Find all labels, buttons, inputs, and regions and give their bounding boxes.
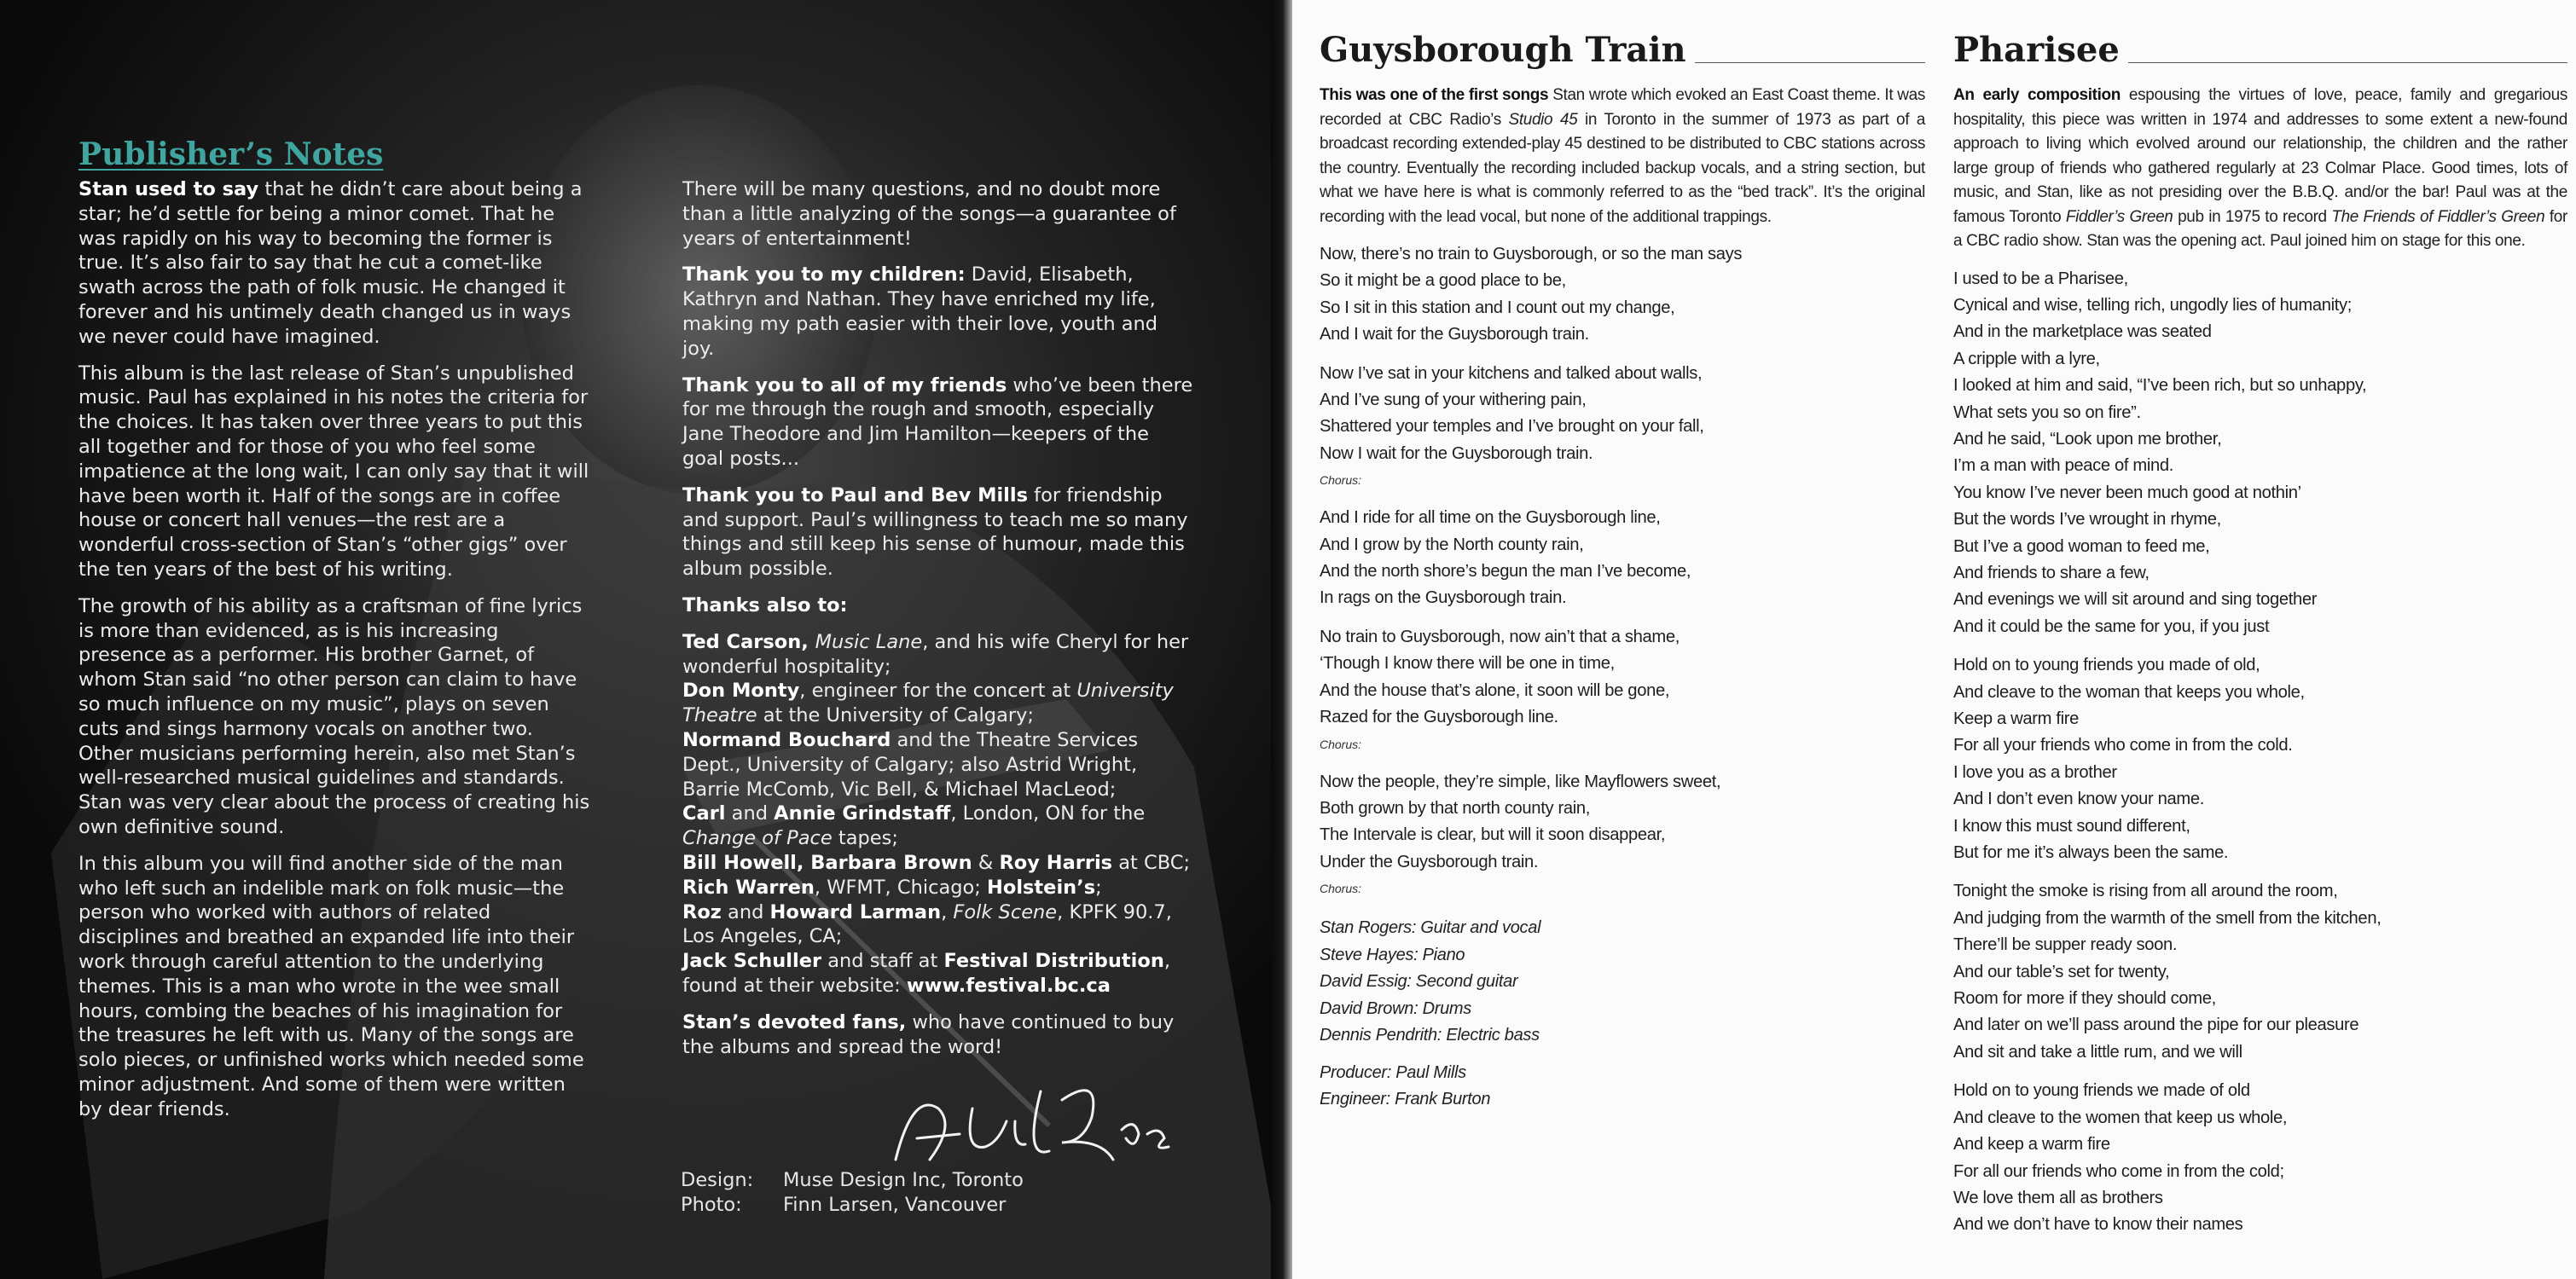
lyric-line: Under the Guysborough train.: [1320, 852, 1539, 871]
credit-text: and: [721, 900, 770, 923]
lyric-line: And I’ve sung of your withering pain,: [1320, 391, 1587, 410]
musician-credit: Steve Hayes: Piano: [1320, 945, 1465, 964]
paragraph-text: The growth of his ability as a craftsman of fine lyrics is more than evidenced, as is his increasing presence as a performer. His brother Garnet, of whom Stan said “no other person can claim to have so much influence on my music”, plays on seven cuts and sings harmony vocals on another two. Other musicians performing herein, also met Stan’s well-researched musical guidelines and standards. Stan was very clear about the process of creating his own definitive sound.: [78, 594, 590, 838]
production-credit: Producer: Paul Mills: [1320, 1062, 1466, 1082]
paragraph-lead: Thank you to all of my friends: [682, 373, 1007, 396]
credit-venue: Change of Pace: [682, 827, 833, 850]
paragraph-text: This album is the last release of Stan’s unpublished music. Paul has explained in his notes the criteria for the choices. It has taken over three years to put this all together and for those of you who feel some impatience at the long wait, I can only say that it will have been worth it. Half of the songs are in coffee house or concert hall venues—the rest are a wonderful cross-section of Stan’s “other gigs” over the ten years of the best of his writing.: [78, 362, 589, 581]
credit-name: Roz: [682, 900, 722, 923]
thanks-credit-line: [682, 876, 1194, 900]
notes-paragraph: [78, 594, 590, 840]
lyric-line: Now, there’s no train to Guysborough, or so the man says: [1320, 245, 1743, 263]
stanza: [1953, 878, 2567, 1066]
lyric-line: And friends to share a few,: [1953, 563, 2150, 582]
lyric-line: No train to Guysborough, now ain’t that a shame,: [1320, 627, 1680, 646]
design-credit-row: [681, 1168, 1024, 1193]
design-value: Muse Design Inc, Toronto: [783, 1169, 1024, 1191]
lyric-line: And the house that’s alone, it soon will be gone,: [1320, 680, 1670, 700]
credit-text: , and his wife Cheryl for her wonderful hospitality;: [682, 630, 1189, 678]
song-title-text: Guysborough Train: [1320, 30, 1686, 70]
credit-name: Annie Grindstaff: [774, 802, 951, 825]
publishers-notes-column-b: [682, 177, 1194, 1071]
credit-text: and the Theatre Services Dept., University of Calgary; also Astrid Wright, Barrie McComb, Vic Bell, & Michael MacLeod;: [682, 728, 1139, 801]
song-guysborough-train: [1320, 26, 1925, 1114]
stanza: [1320, 241, 1925, 349]
musician-credit: Dennis Pendrith: Electric bass: [1320, 1026, 1540, 1045]
lyric-line: But the words I’ve wrought in rhyme,: [1953, 510, 2221, 530]
lyric-line: And cleave to the woman that keeps you whole,: [1953, 682, 2305, 702]
thanks-credit-line: [682, 728, 1194, 802]
credit-text: , WFMT, Chicago;: [814, 876, 988, 899]
lyric-line: What sets you so on fire”.: [1953, 402, 2141, 422]
title-rule: [1695, 62, 1925, 63]
lyric-line: And I wait for the Guysborough train.: [1320, 325, 1589, 344]
musician-credits: [1320, 915, 1925, 1114]
credit-name: Roy Harris: [999, 851, 1113, 874]
stanza: [1953, 652, 2567, 866]
notes-paragraph: [78, 177, 590, 350]
credit-text: , engineer for the concert at: [799, 680, 1077, 703]
paragraph-lead: Stan’s devoted fans,: [682, 1010, 907, 1033]
credit-name: Bill Howell, Barbara Brown: [682, 851, 972, 874]
lyric-line: Razed for the Guysborough line.: [1320, 708, 1558, 727]
thanks-credit-line: [682, 679, 1194, 728]
credits-gap: [1320, 1050, 1925, 1060]
photo-credit-row: [681, 1193, 1024, 1218]
lyric-line: Tonight the smoke is rising from all around the room,: [1953, 882, 2338, 901]
lyric-line: And evenings we will sit around and sing together: [1953, 590, 2318, 610]
musician-credit: David Essig: Second guitar: [1320, 972, 1518, 992]
paragraph-text: who have continued to buy the albums and spread the word!: [682, 1010, 1175, 1058]
intro-lead: This was one of the first songs: [1320, 86, 1549, 104]
lyric-line: Both grown by that north county rain,: [1320, 798, 1590, 818]
lyric-line: And we don’t have to know their names: [1953, 1215, 2243, 1235]
thanks-credit-line: [682, 851, 1194, 876]
credit-name: Carl: [682, 802, 726, 825]
paragraph-text: who’ve been there for me through the rough and smooth, especially Jane Theodore and Jim Hamilton—keepers of the goal posts...: [682, 373, 1193, 470]
credit-venue: University Theatre: [682, 680, 1174, 727]
credit-name: Rich Warren: [682, 876, 815, 899]
lyric-line: A cripple with a lyre,: [1953, 349, 2100, 368]
notes-paragraph: [682, 483, 1194, 582]
lyric-line: ‘Though I know there will be one in time,: [1320, 654, 1615, 674]
photo-value: Finn Larsen, Vancouver: [783, 1194, 1007, 1216]
song-intro: [1320, 84, 1925, 229]
paragraph-text: There will be many questions, and no doubt more than a little analyzing of the songs—a guarantee of years of entertainment!: [682, 178, 1176, 250]
lyric-line: And our table’s set for twenty,: [1953, 962, 2170, 981]
paragraph-lead: Thank you to my children:: [682, 263, 966, 286]
paragraph-text: In this album you will find another side of the man who left such an indelible mark on folk music—the person who worked with authors of related disciplines and breathed an expanded life into their work through careful attention to the underlying themes. This is a man who wrote in the wee small hours, combing the beaches of his imagination for the treasures he left with us. Many of the songs are solo pieces, or unfinished works which needed some minor adjustment. And some of them were written by dear friends.: [78, 852, 584, 1120]
notes-paragraph: [682, 263, 1194, 361]
lyric-line: So it might be a good place to be,: [1320, 271, 1566, 291]
lyric-line: I used to be a Pharisee,: [1953, 269, 2128, 288]
credit-text: , London, ON for the: [950, 802, 1146, 825]
credit-text: &: [972, 851, 1000, 874]
lyric-line: But I’ve a good woman to feed me,: [1953, 536, 2210, 556]
stanza: [1320, 361, 1925, 494]
paragraph-lead: Thank you to Paul and Bev Mills: [682, 483, 1028, 506]
credit-text: and: [725, 802, 775, 825]
lyric-line: Hold on to young friends we made of old: [1953, 1081, 2250, 1101]
chorus-label: Chorus:: [1320, 473, 1362, 488]
lyric-line: And keep a warm fire: [1953, 1135, 2110, 1155]
stanza: [1320, 769, 1925, 902]
credit-text: ;: [1095, 876, 1102, 899]
credit-text: , found at their website:: [682, 950, 1170, 997]
production-credit: Engineer: Frank Burton: [1320, 1090, 1491, 1109]
credit-name: Howard Larman: [769, 900, 942, 923]
stanza: [1320, 505, 1925, 612]
notes-paragraph: [682, 177, 1194, 251]
lyric-line: And it could be the same for you, if you just: [1953, 616, 2270, 636]
lyric-line: For all your friends who come in from the cold.: [1953, 736, 2293, 755]
lyric-line: And judging from the warmth of the smell from the kitchen,: [1953, 908, 2382, 928]
lyric-line: I know this must sound different,: [1953, 816, 2190, 836]
lyric-line: Now I wait for the Guysborough train.: [1320, 443, 1593, 463]
chorus-label: Chorus:: [1320, 882, 1362, 896]
lyric-line: Shattered your temples and I’ve brought on your fall,: [1320, 417, 1704, 437]
credit-venue: Folk Scene: [953, 900, 1058, 923]
lyric-line: Cynical and wise, telling rich, ungodly lies of humanity;: [1953, 295, 2353, 315]
stanza: [1953, 266, 2567, 641]
thanks-credit-line: [682, 900, 1194, 950]
credit-name: Holstein’s: [987, 876, 1096, 899]
credit-name: Festival Distribution: [943, 950, 1164, 973]
credit-text: tapes;: [832, 827, 898, 850]
lyric-line: Now I’ve sat in your kitchens and talked about walls,: [1320, 363, 1703, 383]
credit-text: , KPFK 90.7, Los Angeles, CA;: [682, 900, 1172, 948]
lyric-line: And he said, “Look upon me brother,: [1953, 429, 2222, 449]
right-page: [1292, 0, 2576, 1279]
lyric-line: In rags on the Guysborough train.: [1320, 588, 1567, 608]
intro-text: Stan wrote which evoked an East Coast theme. It was recorded at CBC Radio’s Studio 45 in Toronto in the summer of 1973 as part of a broadcast recording extended-play 45 destined to be distributed to CBC stations across the country. Eventually the recording included backup vocals, and a string section, but what we have here is what is commonly referred to as the “bed track”. It’s the original recording with the lead vocal, but none of the additional trappings.: [1320, 86, 1926, 226]
thanks-credit-line: [682, 949, 1194, 998]
lyric-line: There’ll be supper ready soon.: [1953, 935, 2178, 955]
credit-name: www.festival.bc.ca: [906, 974, 1111, 997]
lyric-line: The Intervale is clear, but will it soon disappear,: [1320, 825, 1666, 845]
lyric-line: And in the marketplace was seated: [1953, 322, 2212, 342]
song-title: [1953, 26, 2567, 70]
lyric-line: Now the people, they’re simple, like Mayflowers sweet,: [1320, 772, 1721, 791]
credit-name: Don Monty: [682, 680, 800, 703]
notes-paragraph: [78, 852, 590, 1122]
notes-paragraph: [682, 593, 1194, 618]
lyric-line: We love them all as brothers: [1953, 1188, 2163, 1207]
lyric-line: You know I’ve never been much good at nothin’: [1953, 483, 2301, 502]
credit-text: ,: [941, 900, 954, 923]
song-intro: [1953, 84, 2567, 254]
publishers-notes-heading: Publisher’s Notes: [78, 136, 384, 172]
notes-paragraph: [682, 373, 1194, 472]
book-spine: [1271, 0, 1295, 1279]
intro-lead: An early composition: [1953, 86, 2121, 104]
left-page: [0, 0, 1284, 1279]
signature: [879, 1057, 1186, 1185]
lyric-line: But for me it’s always been the same.: [1953, 843, 2229, 863]
chorus-label: Chorus:: [1320, 737, 1362, 751]
lyric-line: And I grow by the North county rain,: [1320, 535, 1584, 554]
lyric-line: I looked at him and said, “I’ve been rich, but so unhappy,: [1953, 376, 2367, 396]
musician-credit: Stan Rogers: Guitar and vocal: [1320, 918, 1541, 938]
lyric-line: For all our friends who come in from the cold;: [1953, 1161, 2284, 1181]
lyric-line: And sit and take a little rum, and we will: [1953, 1042, 2242, 1062]
stanza: [1953, 1078, 2567, 1238]
paragraph-text: David, Elisabeth, Kathryn and Nathan. They have enriched my life, making my path easier with their love, youth and joy.: [682, 263, 1158, 360]
thanks-credit-line: [682, 802, 1194, 851]
thanks-credits: [682, 630, 1194, 998]
credit-venue: Music Lane: [815, 630, 923, 653]
photo-label: Photo:: [681, 1194, 742, 1216]
credit-text: and staff at: [821, 950, 944, 973]
lyric-line: And later on we’ll pass around the pipe for our pleasure: [1953, 1016, 2359, 1035]
credit-text: at CBC;: [1112, 851, 1191, 874]
publishers-notes-column-a: [78, 177, 590, 1133]
lyric-line: Keep a warm fire: [1953, 709, 2079, 728]
notes-paragraph: [78, 362, 590, 582]
lyric-line: I’m a man with peace of mind.: [1953, 456, 2174, 476]
lyric-line: And I don’t even know your name.: [1953, 790, 2205, 809]
lyric-line: Hold on to young friends you made of old,: [1953, 656, 2260, 675]
intro-text: espousing the virtues of love, peace, family and gregarious hospitality, this piece was written in 1974 and addresses to some extent a new-found approach to living which evolved around our relationship, the children and the rather large group of friends who gathered regularly at 23 Colmar Place. Good times, lots of music, and Stan, like as not presiding over the B.B.Q. and/or the bar! Paul was at the famous Toronto Fiddler’s Green pub in 1975 to record The Friends of Fiddler’s Green for a CBC radio show. Stan was the opening act. Paul joined him on stage for this one.: [1953, 86, 2568, 250]
lyric-line: Room for more if they should come,: [1953, 989, 2216, 1009]
lyric-line: And cleave to the women that keep us whole,: [1953, 1108, 2288, 1127]
title-rule: [2128, 62, 2567, 63]
lyric-line: So I sit in this station and I count out my change,: [1320, 298, 1675, 317]
paragraph-text: that he didn’t care about being a star; he’d settle for being a minor comet. That he was rapidly on his way to becoming the former is true. It’s also fair to say that he cut a comet-like swath across the path of folk music. He changed it forever and his untimely death changed us in ways we never could have imagined.: [78, 178, 583, 348]
song-title: [1320, 26, 1925, 70]
paragraph-lead: Stan used to say: [78, 178, 259, 200]
stanza: [1320, 624, 1925, 757]
credit-name: Ted Carson,: [682, 630, 815, 653]
song-title-text: Pharisee: [1953, 30, 2120, 70]
credit-name: Normand Bouchard: [682, 728, 891, 751]
musician-credit: David Brown: Drums: [1320, 998, 1471, 1018]
credit-text: at the University of Calgary;: [757, 704, 1035, 727]
lyric-line: I love you as a brother: [1953, 762, 2117, 782]
paragraph-lead: Thanks also to:: [682, 593, 848, 616]
lyric-line: And the north shore’s begun the man I’ve become,: [1320, 562, 1691, 582]
thanks-credit-line: [682, 630, 1194, 680]
design-credits: [681, 1168, 1024, 1218]
notes-paragraph: [682, 1010, 1194, 1060]
design-label: Design:: [681, 1169, 754, 1191]
lyric-line: And I ride for all time on the Guysborough line,: [1320, 508, 1661, 528]
paragraph-text: for friendship and support. Paul’s willingness to teach me so many things and still keep his sense of humour, made this album possible.: [682, 483, 1188, 581]
song-pharisee: [1953, 26, 2567, 1239]
credit-name: Jack Schuller: [682, 950, 822, 973]
